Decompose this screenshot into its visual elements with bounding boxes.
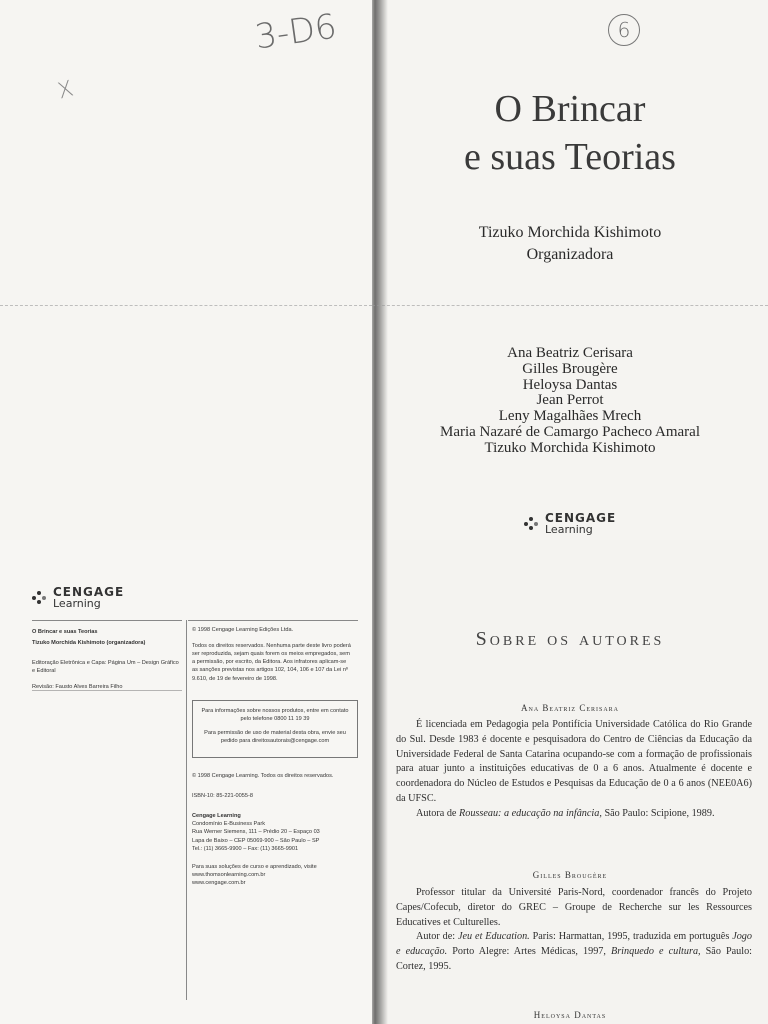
title-page <box>372 0 768 540</box>
logo-word-1: CENGAGE <box>545 511 617 525</box>
rights-text: Todos os direitos reservados. Nenhuma parte deste livro poderá ser reproduzida, sejam quais forem os meios empregados, sem a permissão, por escrito, da Editora. Aos infratores aplicam-se as sanções previstas nos artigos 102, 104, 106 e 107 da Lei nº 9.610, de 19 de fevereiro de 1998. <box>192 643 351 682</box>
web-link: www.thomsonlearning.com.br <box>192 871 266 878</box>
handwritten-circled-number <box>608 14 640 46</box>
publisher-info <box>192 772 352 887</box>
rule <box>32 620 182 621</box>
bio-paragraph: É licenciada em Pedagogia pela Pontifícia Universidade Católica do Rio Grande do Sul. Desde 1983 é docente e pesquisadora do Centro de Ciências da Educação da Universidade Federal de Santa Catarina ocupando-se com a formação de profissionais para atuar junto a instituições educativas de 0 a 6 anos. Atualmente é docente e coordenadora do Núcleo de Estudos e Pesquisas da Educação de 0 a 6 anos (NEE0A6) da UFSC. <box>396 719 752 804</box>
authors-list <box>372 346 768 456</box>
address-title: Cengage Learning <box>192 813 241 820</box>
logo-word-1: CENGAGE <box>53 585 125 599</box>
author-heading: Ana Beatriz Cerisara <box>520 703 619 713</box>
logo-word-2: Learning <box>545 523 593 536</box>
rule <box>32 690 182 691</box>
address-line: Condomínio E-Business Park <box>192 821 266 828</box>
logo-mark-icon <box>32 591 48 605</box>
author-heading: Heloysa Dantas <box>533 1010 607 1020</box>
title-line-1: O Brincar <box>494 88 646 130</box>
credits-revision: Revisão: Fausto Alves Barreira Filho <box>32 684 123 691</box>
logo-mark-icon <box>524 517 540 531</box>
author-bio <box>396 718 752 821</box>
bio-paragraph: Autora de Rousseau: a educação na infância, São Paulo: Scipione, 1989. <box>416 807 715 819</box>
bio-paragraph: Autor de: Jeu et Education. Paris: Harmattan, 1995, traduzida em português Jogo e educação. Porto Alegre: Artes Médicas, 1997, Brinquedo e cultura, São Paulo: Cortez, 1995. <box>396 931 753 972</box>
rule <box>188 620 358 621</box>
credits-column <box>32 628 180 692</box>
book-title-small: O Brincar e suas Teorias <box>32 629 98 635</box>
author-item: Heloysa Dantas <box>522 376 618 393</box>
publisher-logo <box>524 512 616 535</box>
author-item: Maria Nazaré de Camargo Pacheco Amaral <box>439 423 701 440</box>
copyright-page <box>0 540 372 1024</box>
author-bio <box>396 886 752 975</box>
author-heading: Gilles Brougère <box>532 870 608 880</box>
organizer-block <box>372 222 768 265</box>
author-item: Tizuko Morchida Kishimoto <box>484 439 656 456</box>
web-intro: Para suas soluções de curso e aprendizado, visite <box>192 863 317 870</box>
book-title <box>372 86 768 181</box>
scan-fold-line <box>0 305 372 308</box>
copyright-line: © 1998 Cengage Learning Edições Ltda. <box>192 627 294 633</box>
contact-phone: Para informações sobre nossos produtos, entre em contato pelo telefone 0800 11 19 39 <box>201 708 349 723</box>
publisher-logo <box>32 586 124 609</box>
web-link: www.cengage.com.br <box>192 879 246 886</box>
author-item: Ana Beatriz Cerisara <box>507 345 633 361</box>
contact-box <box>192 700 358 758</box>
scan-fold-line <box>372 305 768 308</box>
address-line: Rua Werner Siemens, 111 – Prédio 20 – Espaço 03 <box>192 829 320 836</box>
author-item: Gilles Brougère <box>522 360 618 377</box>
about-authors-page <box>372 540 768 1024</box>
author-item: Leny Magalhães Mrech <box>498 408 642 424</box>
title-line-2: e suas Teorias <box>464 135 676 178</box>
address-line: Lapa de Baixo – CEP 05069-900 – São Paulo – SP <box>192 837 320 844</box>
author-item: Jean Perrot <box>536 392 604 409</box>
contact-permission: Para permissão de uso de material desta obra, envie seu pedido para direitosautorais@cengage.com <box>204 730 346 745</box>
handwritten-note: 3-D6 <box>252 6 340 58</box>
rights-column <box>192 626 352 683</box>
logo-word-2: Learning <box>53 597 101 610</box>
book-spine-shadow <box>372 540 388 1024</box>
organizer-name: Tizuko Morchida Kishimoto <box>478 224 662 241</box>
organizer-small: Tizuko Morchida Kishimoto (organizadora) <box>32 640 146 647</box>
organizer-role: Organizadora <box>526 245 614 263</box>
address-line: Tel.: (11) 3665-9900 – Fax: (11) 3665-9901 <box>192 845 299 852</box>
column-divider <box>186 620 187 1000</box>
copyright-line-2: © 1998 Cengage Learning. Todos os direitos reservados. <box>192 773 334 779</box>
book-spine-shadow <box>372 0 388 540</box>
section-heading: Sobre os autores <box>475 628 665 650</box>
blank-page <box>0 0 372 540</box>
handwritten-x-mark: X <box>55 76 77 105</box>
circled-number-text: 6 <box>617 18 631 42</box>
isbn: ISBN-10: 85-221-0055-8 <box>192 793 253 800</box>
bio-paragraph: Professor titular da Université Paris-Nord, coordenador francês do Projeto Capes/Cofecub, diretor do GREC – Groupe de Recherche sur les Ressources Educatives et Culturelles. <box>396 887 752 928</box>
credits-design: Editoração Eletrônica e Capa: Página Um – Design Gráfico e Editoral <box>32 660 179 675</box>
